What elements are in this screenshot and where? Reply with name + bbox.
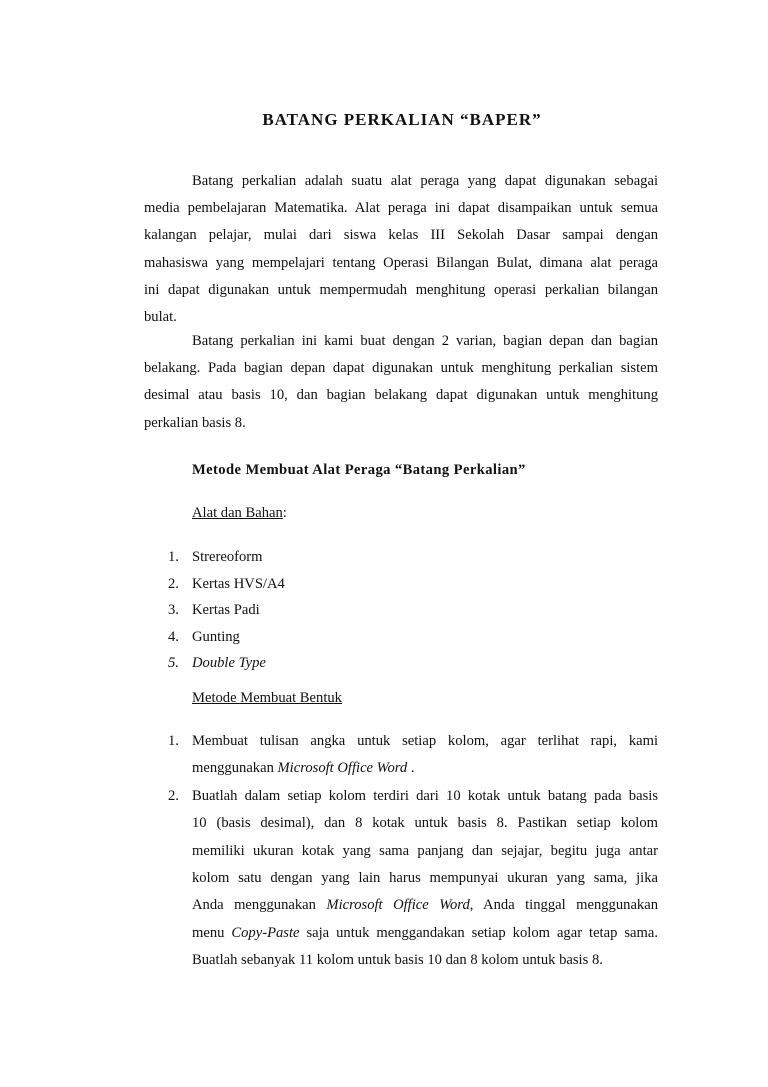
list-item: 2. Buatlah dalam setiap kolom terdiri dari 10 kotak untuk batang pada basis 10 (basis desimal), dan 8 kotak untuk basis 8. Pastikan setiap kolom memiliki ukuran kotak yang sama panjang dan sejajar, begitu juga antar kolom satu dengan yang lain harus mempunyai ukuran yang sama, jika Anda menggunakan Microsoft Office Word, Anda tinggal menggunakan menu Copy-Paste saja untuk menggandakan setiap kolom agar tetap sama. Buatlah sebanyak 11 kolom untuk basis 10 dan 8 kolom untuk basis 8. (168, 787, 658, 969)
list-item: 1. Membuat tulisan angka untuk setiap kolom, agar terlihat rapi, kami menggunakan Microsoft Office Word . (168, 733, 658, 777)
shape-heading: Metode Membuat Bentuk (192, 690, 342, 706)
materials-list (168, 544, 285, 677)
variant-paragraph (144, 328, 658, 437)
list-item: 4. Gunting (168, 628, 240, 645)
method-heading: Metode Membuat Alat Peraga “Batang Perkalian” (192, 462, 526, 478)
paragraph-line: Batang perkalian adalah suatu alat peraga yang dapat digunakan sebagai (192, 173, 658, 189)
list-item: 3. Kertas Padi (168, 602, 260, 619)
paragraph-line: kalangan pelajar, mulai dari siswa kelas III Sekolah Dasar sampai dengan (144, 227, 658, 244)
paragraph-line: ini dapat digunakan untuk mempermudah menghitung operasi perkalian bilangan (144, 281, 658, 298)
list-item: 1. Strereoform (168, 549, 263, 565)
paragraph-line: mahasiswa yang mempelajari tentang Operasi Bilangan Bulat, dimana alat peraga (144, 254, 658, 271)
materials-heading: Alat dan Bahan: (192, 505, 287, 521)
list-item: 5. Double Type (168, 655, 266, 672)
paragraph-line: belakang. Pada bagian depan dapat digunakan untuk menghitung perkalian sistem (144, 360, 658, 377)
steps-list (168, 728, 658, 975)
paragraph-line: bulat. (144, 309, 177, 326)
paragraph-line: desimal atau basis 10, dan bagian belakang dapat digunakan untuk menghitung (144, 387, 658, 404)
list-item: 2. Kertas HVS/A4 (168, 575, 285, 592)
intro-paragraph (144, 168, 658, 331)
paragraph-line: perkalian basis 8. (144, 414, 246, 431)
paragraph-line: Batang perkalian ini kami buat dengan 2 varian, bagian depan dan bagian (192, 333, 658, 349)
paragraph-line: media pembelajaran Matematika. Alat peraga ini dapat disampaikan untuk semua (144, 200, 658, 217)
document-title: BATANG PERKALIAN “BAPER” (262, 110, 542, 129)
